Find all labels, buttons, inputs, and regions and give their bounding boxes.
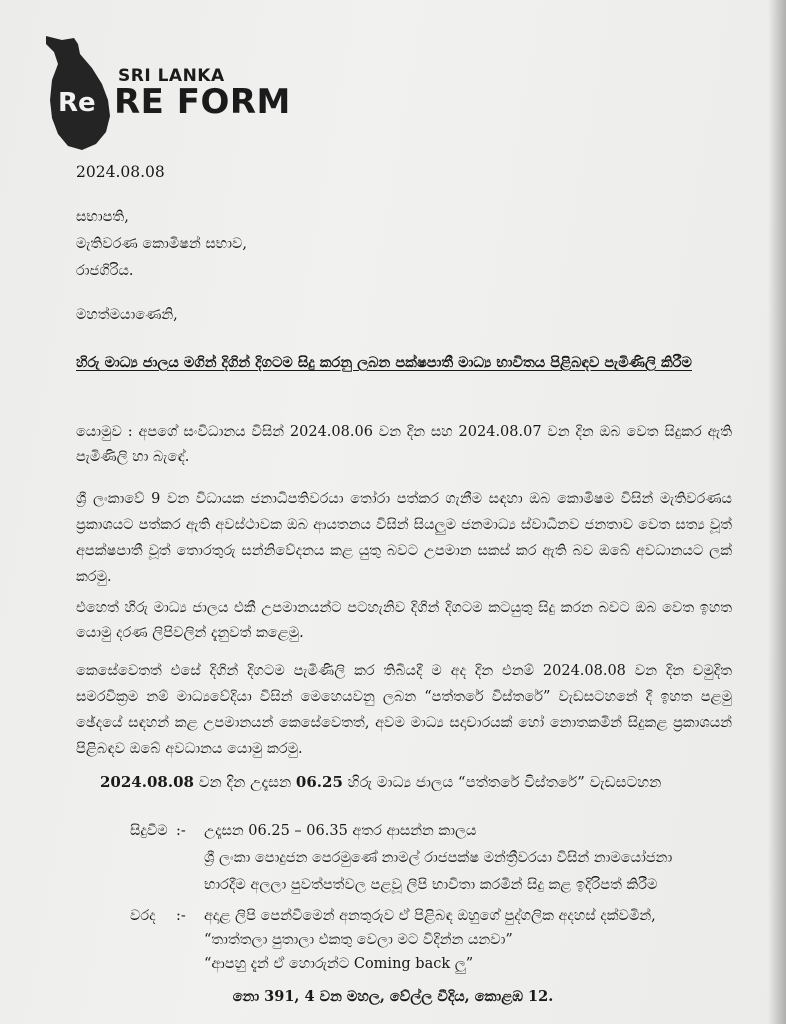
- offence-line-1: අදාළ ලිපි පෙන්වීමෙන් අනතුරුව ඒ පිළිබඳ ඔහුගේ පුද්ගලික අදහස් දක්වමින්,: [204, 908, 656, 924]
- offence-separator: :-: [176, 908, 186, 924]
- paragraph-complaint: කෙසේවෙතත් එසේ දිගින් දිගටම පැමිණිලි කර තිබියදී ම අද දින එනම් 2024.08.08 වන දින චමුදිත සමරවික්‍රම නම් මාධ්‍යවේදියා විසින් මෙහෙයවනු ලබන “පත්තරේ විස්තරේ” වැඩසටහනේ දී ඉහත පළමු ඡේදයේ සඳහන් කළ උපමානයන් කෙසේවෙතත්, අවම මාධ්‍ය සදාචාරයක් හෝ නොතකමින් සිදුකළ ප්‍රකාශයන් පිළිබඳව ඔබේ අවධානය යොමු කරමු.: [76, 663, 732, 757]
- incident-line-2: ශ්‍රී ලංකා පොදුජන පෙරමුණේ නාමල් රාජපක්ෂ මන්ත්‍රීවරයා විසින් නාමයෝජනා: [204, 850, 673, 866]
- incident-separator: :-: [176, 823, 186, 839]
- paragraph-violation: එහෙත් හිරු මාධ්‍ය ජාලය එකී උපමානයන්ට පටහැනිව දිගින් දිගටම කටයුතු සිදු කරන බවට ඔබ වෙත ඉහත යොමු දරණ ලිපිවලින් දැනුවත් කළෙමු.: [76, 600, 732, 641]
- logo-bottom-line: RE FORM: [114, 82, 291, 122]
- letter-footer-address: නො 391, 4 වන මහල, වේල්ල වීදිය, කොළඹ 12.: [232, 988, 554, 1005]
- paragraph-election: ශ්‍රී ලංකාවේ 9 වන විධායක ජනාධිපතිවරයා තෝරා පත්කර ගැනීම සඳහා ඔබ කොමිෂම විසින් මැතිවරණය ප්‍රකාශයට පත්කර ඇති අවස්ථාවක ඔබ ආයතනය විසින් සියලුම ජනමාධ්‍ය ස්වාධීනව ජනතාව වෙත සත්‍ය වූත් අපක්ෂපාතී වූත් තොරතුරු සන්නිවේදනය කළ යුතු බවට උපමාන සකස් කර ඇති බව ඔබේ අවධානයට ලක් කරමු.: [76, 491, 732, 585]
- address-line-2: මැතිවරණ කොමිෂන් සභාව,: [76, 236, 248, 252]
- address-line-1: සභාපති,: [76, 209, 129, 225]
- program-time: 06.25: [295, 773, 343, 791]
- incident-line-1: උදෑසන 06.25 – 06.35 අතර ආසන්න කාලය: [204, 823, 477, 839]
- offence-line-3: “ආපහු දැන් ඒ හොරුන්ට Coming back ලු”: [204, 956, 474, 972]
- letter-date: 2024.08.08: [76, 163, 165, 181]
- program-heading: [100, 773, 661, 791]
- letter-subject: හිරු මාධ්‍ය ජාලය මගින් දිගින් දිගටම සිදු කරනු ලබන පක්ෂපාතී මාධ්‍ය භාවිතය පිළිබඳව පැමිණිලි කිරීම: [76, 354, 692, 371]
- logo-top-line: SRI LANKA: [118, 66, 225, 86]
- salutation: මහත්මයාණෙනි,: [76, 307, 178, 323]
- offence-line-2: “තාත්තලා පුතාලා එකතු වෙලා මට විදින්න යනවා”: [204, 932, 513, 948]
- program-heading-mid: වන දින උදෑසන: [193, 773, 296, 791]
- offence-label: වරද: [130, 908, 156, 924]
- incident-label: සිදුවීම: [130, 823, 168, 839]
- logo-re-badge: Re: [58, 88, 96, 118]
- address-line-3: රාජගිරිය.: [76, 263, 134, 279]
- paragraph-reference: යොමුව : අපගේ සංවිධානය විසින් 2024.08.06 වන දින සහ 2024.08.07 වන දින ඔබ වෙත සිදුකර ඇති පැමිණිලි හා බැඳේ.: [76, 424, 732, 465]
- page-edge-shadow: [768, 0, 786, 1024]
- incident-line-3: භාරදීම අලලා පුවත්පත්වල පළවූ ලිපි භාවිතා කරමින් සිදු කළ ඉදිරිපත් කිරීම: [204, 877, 658, 893]
- program-heading-tail: හිරු මාධ්‍ය ජාලය “පත්තරේ විස්තරේ” වැඩසටහන: [342, 773, 662, 791]
- program-date: 2024.08.08: [100, 773, 194, 791]
- sri-lanka-reform-logo: [40, 34, 320, 154]
